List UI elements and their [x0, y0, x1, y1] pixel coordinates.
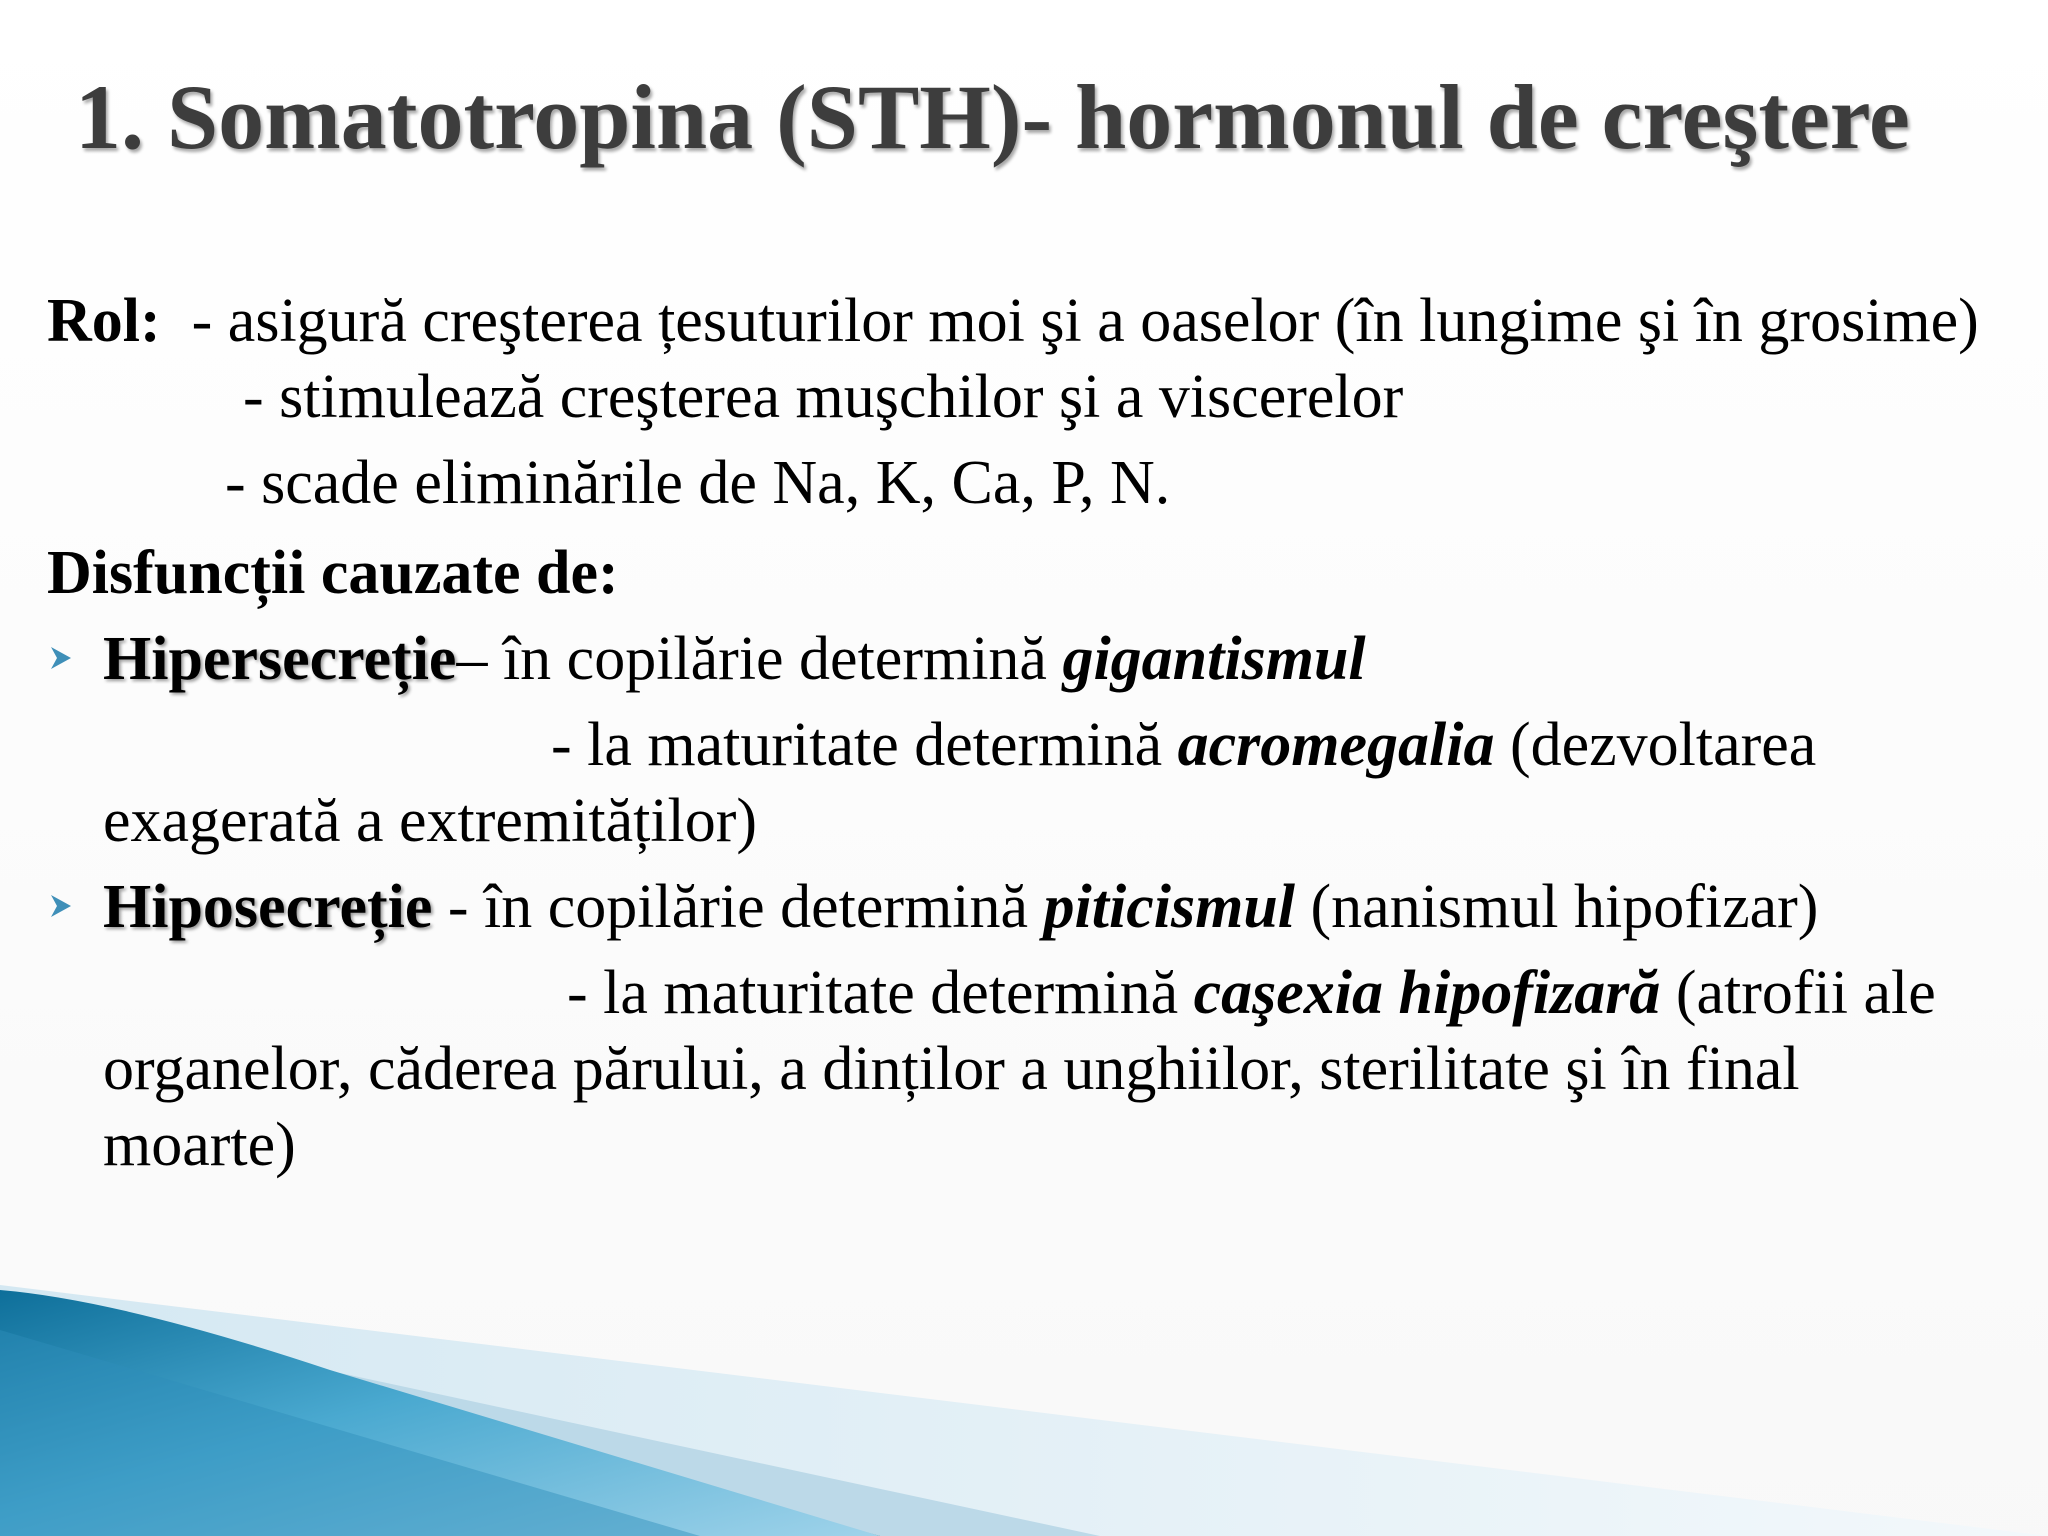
hipo-line1-emphasis: piticismul	[1043, 873, 1296, 941]
arrowhead-bullet-icon	[49, 893, 73, 919]
hipo-line2	[47, 955, 1997, 1183]
rol-label: Rol:	[47, 287, 161, 355]
hipo-line2-text: - la maturitate determină	[567, 959, 1194, 1027]
rol-item-3-line	[47, 445, 1997, 521]
hipo-line2-rest: (atrofii ale organelor, căderea părului, a dinților a unghiilor, sterilitate şi în final moarte)	[103, 959, 1936, 1179]
hipo-line1-text: - în copilărie determină	[432, 873, 1044, 941]
rol-paragraph	[47, 283, 1997, 359]
rol-item-2: - stimulează creşterea muşchilor şi a viscerelor	[243, 363, 1404, 431]
hiposecretie-term: Hiposecreție	[103, 873, 433, 941]
list-item-hiposecretie	[47, 869, 1997, 945]
hipo-line2-emphasis: caşexia hipofizară	[1193, 959, 1661, 1027]
hiper-line2-emphasis: acromegalia	[1177, 711, 1495, 779]
arrowhead-bullet-icon	[49, 645, 73, 671]
disfunctii-heading: Disfuncții cauzate de:	[47, 539, 619, 607]
hiper-line2-rest: (dezvoltarea exagerată a extremităților)	[103, 711, 1817, 855]
hiper-line2	[47, 707, 1997, 859]
hiper-line2-text: - la maturitate determină	[551, 711, 1178, 779]
hipersecretie-term: Hipersecreție	[103, 625, 457, 693]
slide-body	[47, 283, 1997, 1183]
hiper-line1-text: – în copilărie determină	[456, 625, 1063, 693]
list-item-hipersecretie	[47, 621, 1997, 697]
rol-item-2-line	[47, 359, 1997, 435]
hiper-line1-emphasis: gigantismul	[1062, 625, 1366, 693]
rol-item-1: - asigură creşterea țesuturilor moi şi a oaselor (în lungime şi în grosime)	[191, 287, 1979, 355]
rol-item-3: - scade eliminările de Na, K, Ca, P, N.	[225, 449, 1171, 517]
hipo-line1-rest: (nanismul hipofizar)	[1295, 873, 1819, 941]
slide-title: 1. Somatotropina (STH)- hormonul de creştere	[75, 66, 1910, 168]
